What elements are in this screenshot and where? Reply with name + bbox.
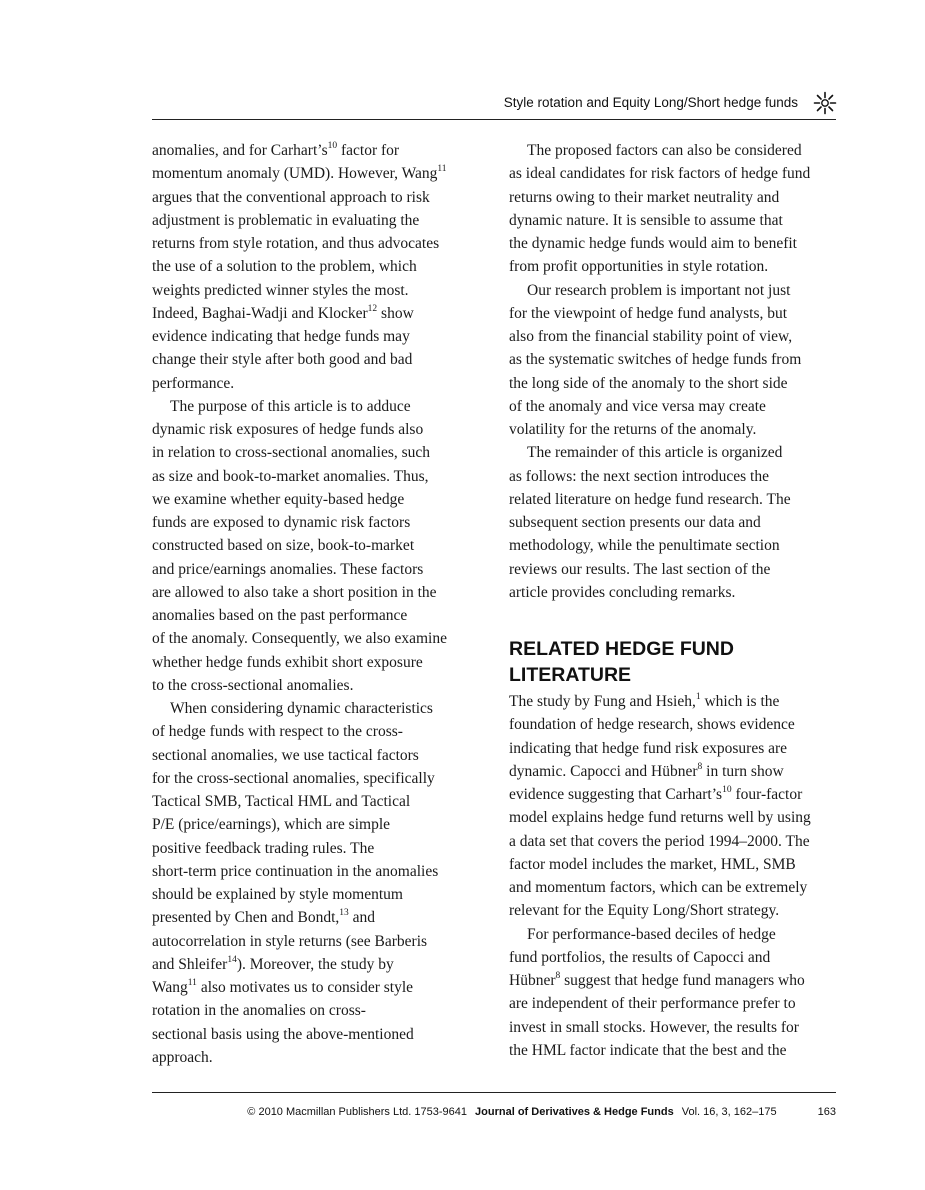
text-line: as size and book-to-market anomalies. Thus, (152, 467, 429, 485)
text-line: the HML factor indicate that the best and the (509, 1041, 787, 1059)
text-line: to the cross-sectional anomalies. (152, 676, 354, 694)
text-line: the use of a solution to the problem, which (152, 258, 417, 276)
running-title: Style rotation and Equity Long/Short hedge funds (503, 95, 798, 110)
text-line: methodology, while the penultimate section (509, 537, 780, 555)
text-line: momentum anomaly (UMD). However, Wang$^{11}$ (152, 164, 447, 183)
text-line: from profit opportunities in style rotation. (509, 258, 769, 276)
right-column (509, 139, 841, 1062)
text-line: P/E (price/earnings), which are simple (152, 816, 391, 834)
text-line: of the anomaly. Consequently, we also examine (152, 630, 447, 648)
text-line: For performance-based deciles of hedge (527, 925, 776, 943)
citation-superscript: 13 (339, 908, 349, 919)
section-heading-line-2: LITERATURE (509, 664, 632, 686)
text-line: adjustment is problematic in evaluating the (152, 211, 420, 229)
text-line: constructed based on size, book-to-market (152, 537, 415, 555)
text-line: Indeed, Baghai-Wadji and Klocker$^{12}$ show (152, 303, 414, 322)
citation-superscript: 14 (227, 954, 237, 965)
text-line: we examine whether equity-based hedge (152, 490, 405, 508)
text-line: as follows: the next section introduces the (509, 467, 769, 485)
text-line: invest in small stocks. However, the results for (509, 1018, 799, 1036)
text-line: short-term price continuation in the anomalies (152, 862, 439, 880)
citation-superscript: 12 (367, 303, 378, 314)
journal-sun-logo-icon (813, 91, 837, 115)
text-line: fund portfolios, the results of Capocci and (509, 948, 771, 966)
text-line: foundation of hedge research, shows evidence (509, 716, 795, 734)
text-line: of the anomaly and vice versa may create (509, 397, 766, 415)
text-line: relevant for the Equity Long/Short strategy. (509, 902, 780, 920)
text-line: positive feedback trading rules. The (152, 839, 375, 857)
page-number: 163 (817, 1106, 836, 1118)
citation-superscript: 8 (697, 761, 703, 772)
text-line: as the systematic switches of hedge funds from (509, 351, 802, 369)
text-line: presented by Chen and Bondt,$^{13}$ and (152, 908, 376, 927)
text-line: for the cross-sectional anomalies, specifically (152, 769, 435, 787)
text-line: a data set that covers the period 1994–2000. The (509, 832, 810, 850)
text-line: and momentum factors, which can be extremely (509, 879, 808, 896)
left-column (152, 139, 482, 1069)
citation-superscript: 11 (187, 977, 197, 988)
footer-volume: Vol. 16, 3, 162–175 (681, 1106, 777, 1118)
section-heading-line-1: RELATED HEDGE FUND (509, 638, 734, 660)
text-line: weights predicted winner styles the most. (152, 281, 409, 299)
text-line: The remainder of this article is organized (527, 444, 783, 462)
text-line: in relation to cross-sectional anomalies, such (152, 444, 431, 462)
page-footer (247, 1106, 836, 1118)
text-line: funds are exposed to dynamic risk factors (152, 514, 411, 531)
text-line: article provides concluding remarks. (509, 583, 736, 601)
text-line: the long side of the anomaly to the short side (509, 374, 788, 392)
text-line: model explains hedge fund returns well by using (509, 809, 811, 827)
text-line: should be explained by style momentum (152, 886, 403, 903)
text-line: dynamic risk exposures of hedge funds also (152, 421, 424, 438)
text-line: dynamic. Capocci and Hübner$^8$ in turn show (509, 761, 784, 780)
text-line: also from the financial stability point of view, (509, 328, 793, 345)
footer-journal-name: Journal of Derivatives & Hedge Funds (475, 1106, 674, 1118)
text-line: factor model includes the market, HML, SMB (509, 855, 796, 873)
text-line: Our research problem is important not just (527, 281, 791, 299)
text-line: The proposed factors can also be considered (527, 142, 802, 159)
header-rule (152, 119, 836, 120)
text-line: evidence suggesting that $Carhart’s^{10}$ four-factor (509, 784, 803, 803)
text-line: and Shleifer$^{14}$). Moreover, the study by (152, 954, 394, 973)
text-line: anomalies, and for $Carhart’s^{10}$ factor for (152, 140, 400, 159)
text-line: change their style after both good and bad (152, 351, 413, 369)
text-line: approach. (152, 1048, 213, 1066)
text-line: whether hedge funds exhibit short exposure (152, 653, 423, 671)
text-line: sectional basis using the above-mentioned (152, 1025, 414, 1043)
text-line: The purpose of this article is to adduce (170, 397, 411, 415)
text-line: dynamic nature. It is sensible to assume that (509, 211, 783, 229)
section-heading (509, 636, 841, 688)
text-line: indicating that hedge fund risk exposures are (509, 739, 788, 757)
text-line: related literature on hedge fund research. The (509, 490, 791, 508)
right-column-top-text (509, 139, 841, 604)
text-line: Wang$^{11}$ also motivates us to consider style (152, 977, 414, 996)
text-line: rotation in the anomalies on cross- (152, 1002, 366, 1020)
text-line: returns owing to their market neutrality and (509, 188, 780, 206)
text-line: argues that the conventional approach to risk (152, 188, 430, 206)
text-line: reviews our results. The last section of the (509, 560, 771, 578)
citation-superscript: 8 (555, 970, 561, 981)
text-line: volatility for the returns of the anomaly. (509, 421, 757, 438)
citation-superscript: 11 (437, 164, 447, 175)
text-line: autocorrelation in style returns (see Barberis (152, 932, 428, 950)
text-line: anomalies based on the past performance (152, 607, 408, 624)
text-line: the dynamic hedge funds would aim to benefit (509, 235, 797, 252)
right-column-bottom-text (509, 690, 841, 1062)
text-line: The study by Fung and Hsieh,$^1$ which is the (509, 691, 780, 710)
text-line: subsequent section presents our data and (509, 514, 761, 531)
text-line: Hübner$^8$ suggest that hedge fund managers who (509, 970, 805, 989)
text-line: and price/earnings anomalies. These factors (152, 560, 424, 578)
text-line: evidence indicating that hedge funds may (152, 328, 410, 345)
text-line: for the viewpoint of hedge fund analysts, but (509, 304, 788, 322)
text-line: sectional anomalies, we use tactical factors (152, 746, 419, 764)
text-line: are allowed to also take a short position in the (152, 583, 437, 601)
citation-superscript: 10 (722, 784, 732, 795)
citation-superscript: 10 (327, 140, 338, 151)
text-line: are independent of their performance prefer to (509, 995, 796, 1013)
text-line: When considering dynamic characteristics (170, 700, 433, 717)
text-line: of hedge funds with respect to the cross- (152, 723, 403, 741)
citation-superscript: 1 (695, 691, 701, 702)
text-line: performance. (152, 374, 235, 392)
text-line: returns from style rotation, and thus advocates (152, 235, 440, 252)
text-line: as ideal candidates for risk factors of hedge fund (509, 165, 811, 183)
text-line: Tactical SMB, Tactical HML and Tactical (152, 793, 411, 810)
footer-copyright: © 2010 Macmillan Publishers Ltd. 1753-9641 (247, 1106, 467, 1118)
footer-rule (152, 1092, 836, 1093)
